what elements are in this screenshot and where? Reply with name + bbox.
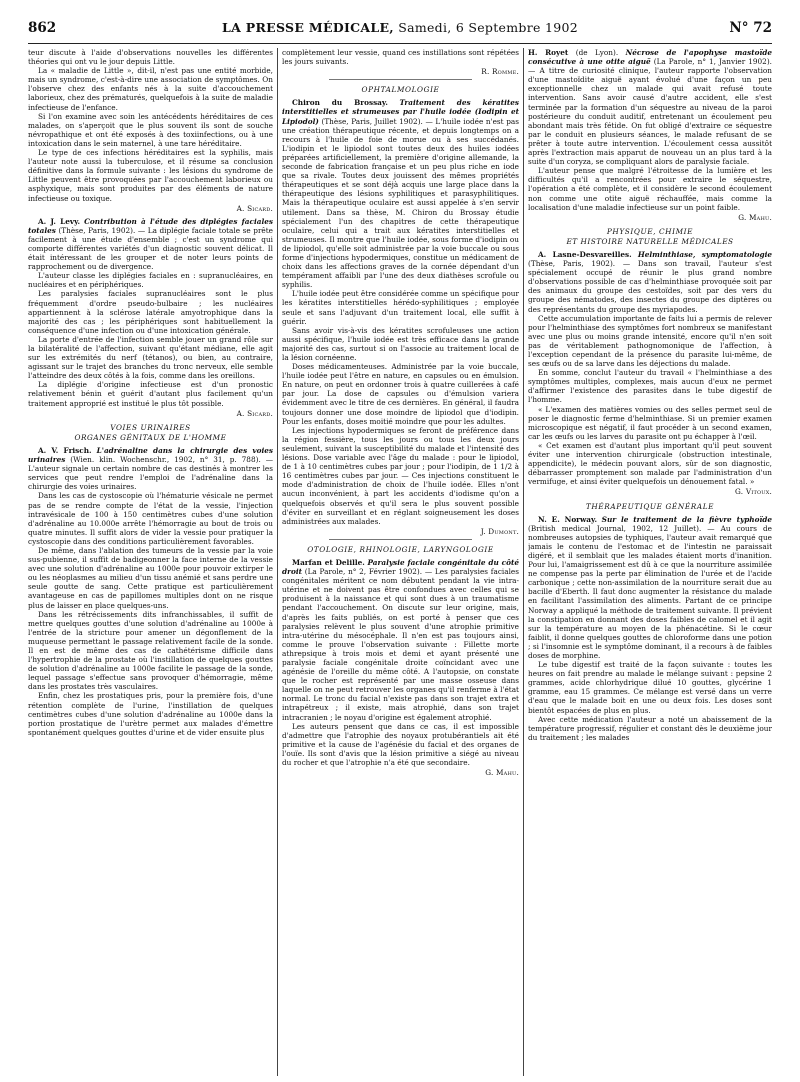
header-rule (28, 43, 772, 44)
paragraph: Dans les cas de cystoscopie où l'hématurie vésicale ne permet pas de se rendre compte de l'état de la vessie, l'injection intravésicale de 100 à 150 centimètres cubes d'une solution d'adrénaline au 10.000e arrête l'hémorragie au bout de trois ou quatre minutes. Il suffit alors de vider la vessie pour pratiquer la cystoscopie dans des conditions particulièrement favorables. (28, 491, 273, 546)
abstract-entry (528, 515, 772, 661)
signature: A. Sicard. (236, 408, 273, 418)
paragraph: complètement leur vessie, quand ces instillations sont répétées les jours suivants. (282, 48, 519, 67)
section-heading: OPHTALMOLOGIE (361, 85, 440, 95)
entry-title: Helminthiase, symptomatologie (637, 249, 772, 259)
abstract-entry (282, 98, 519, 289)
entry-body: (Thèse, Paris, 1902). — Dans son travail, l'auteur s'est spécialement occupé de réunir le plus grand nombre d'observations possible de cas d'helminthiase provoquée soit par des animaux du groupe des cestoïdes, soit par des vers du groupe des nématodes, des insectes du groupe des diptères ou des représentants du groupe des myriapodes. (528, 259, 772, 314)
entry-author: Chiron du Brossay. (292, 98, 388, 108)
entry-author: H. Royet (528, 48, 569, 57)
paragraph: La porte d'entrée de l'infection semble jouer un grand rôle sur la bilatéralité de l'affection, suivant qu'étant médiane, elle agit sur les extrémités du nerf (tétanos), ou bien, au contraire, agissant sur le trajet des branches du tronc nerveux, elle semble l'atteindre des deux côtés à la fois, comme dans les oreillons. (28, 334, 273, 381)
issue-date: Samedi, 6 Septembre 1902 (398, 20, 578, 35)
paragraph: Les auteurs pensent que dans ce cas, il est impossible d'admettre que l'atrophie des noyaux protubérantiels ait été primitive et la cause de l'agénésie du facial et des organes de l'ouïe. Ils sont d'avis que la lésion primitive a siégé au niveau du rocher et que l'atrophie n'a été que secondaire. (282, 721, 519, 768)
page-header (28, 20, 772, 42)
entry-body: (Thèse, Paris, 1902). — La diplégie faciale totale se prête facilement à une étude d'ensemble ; c'est un syndrome qui comporte différentes variétés d'un diagnostic souvent délicat. Il était intéressant de les grouper et de noter leurs points de rapprochement ou de divergence. (28, 225, 273, 272)
entry-title: Contribution à l'étude des diplégies faciales totales (28, 216, 273, 235)
entry-body: (La Parole, n° 2, Février 1902). — Les paralysies faciales congénitales méritent ce nom débutent pendant la vie intra-utérine et ne doivent pas être confondues avec celles qui se produisent à la naissance et qui sont dues à un traumatisme pendant l'accouchement. On discute sur leur origine, mais, d'après les faits publiés, on est porté à penser que ces paralysies relèvent le plus souvent d'une atrophie primitive intra-utérine du mésocéphale. Il n'en est pas toujours ainsi, comme le prouve l'observation suivante : Fillette morte athrepsique à trois mois et demi et ayant présenté une paralysie faciale congénitale droite coïncidant avec une agénésie de l'oreille du même côté. A l'autopsie, on constate que le rocher est représenté par une masse osseuse dans laquelle on ne peut retrouver les organes qu'il renferme à l'état normal. Le tronc du facial n'existe pas dans son trajet extra et intrapétreux ; il existe, mais atrophié, dans son trajet intracranien ; le noyau d'origine est également atrophié. (282, 567, 519, 722)
paragraph: Doses médicamenteuses. Administrée par la voie buccale, l'huile iodée peut l'être en nature, en capsules ou en émulsion. En nature, on peut en ordonner trois à quatre cuillerées à café par jour. La dose de capsules ou d'émulsion variera évidemment avec le titre de ces dernières. En général, il faudra toujours donner une dose moindre de lipiodol que d'iodipin. Pour les enfants, doses moitié moindre que pour les adultes. (282, 362, 519, 426)
journal-title-line (28, 20, 772, 35)
signature: G. Mahu. (738, 212, 772, 222)
section-heading: THÉRAPEUTIQUE GÉNÉRALE (585, 501, 715, 511)
column-middle (282, 48, 519, 1076)
entry-place: (de Lyon). (575, 48, 619, 57)
entry-author: Marfan et Delille. (292, 557, 365, 567)
issue-number: N° 72 (729, 20, 772, 36)
paragraph: L'auteur pense que malgré l'étroitesse de la lumière et les difficultés qu'il a rencontrées pour extraire le séquestre, l'opération a été complète, et il considère le second écoulement non comme une otite aiguë réchauffée, mais comme la localisation d'une maladie infectieuse sur un point faible. (528, 166, 772, 212)
signature: J. Dumont. (480, 526, 519, 536)
section-heading: VOIES URINAIRES (110, 422, 191, 432)
entry-title: Nécrose de l'apophyse mastoïde consécutive à une otite aiguë (528, 48, 772, 67)
entry-author: A. Lasne-Desvareilles. (538, 249, 632, 259)
signature: R. Romme. (481, 67, 519, 77)
paragraph: La « maladie de Little », dit-il, n'est pas une entité morbide, mais un syndrome, c'est-à-dire une association de symptômes. On l'observe chez des enfants nés à la suite d'accouchement laborieux, chez des prématurés, quelquefois à la suite de maladie infectieuse de l'enfance. (28, 66, 273, 112)
signature: G. Mahu. (485, 768, 519, 778)
abstract-entry (28, 217, 273, 272)
paragraph: Si l'on examine avec soin les antécédents héréditaires de ces malades, on s'aperçoit que le plus souvent ils sont de souche névropathique et ont été exposés à des toxiinfections, ou à une intoxication dans le sein maternel, à une tare héréditaire. (28, 111, 273, 148)
section-heading: OTOLOGIE, RHINOLOGIE, LARYNGOLOGIE (307, 544, 494, 554)
paragraph: L'huile iodée peut être considérée comme un spécifique pour les kératites interstitielles hérédo-syphilitiques ; employée seule et sans l'adjuvant d'un traitement local, elle suffit à guérir. (282, 289, 519, 326)
abstract-entry (282, 558, 519, 722)
paragraph: En somme, conclut l'auteur du travail « l'helminthiase a des symptômes multiples, complexes, mais aucun d'eux ne permet d'affirmer l'existence des parasites dans le tube digestif de l'homme. (528, 368, 772, 405)
section-subheading: ET HISTOIRE NATURELLE MÉDICALES (566, 236, 734, 246)
signature: G. Vitoux. (735, 487, 772, 497)
paragraph: Avec cette médication l'auteur a noté un abaissement de la température progressif, régulier et constant dès le deuxième jour du traitement ; les malades (528, 714, 772, 742)
entry-author: N. E. Norway. (538, 514, 597, 524)
column-left (28, 48, 273, 1076)
abstract-entry (28, 446, 273, 491)
paragraph: teur discute à l'aide d'observations nouvelles les différentes théories qui ont vu le jour depuis Little. (28, 48, 273, 67)
signature: A. Sicard. (236, 203, 273, 213)
entry-author: A. V. Frisch. (38, 445, 92, 455)
paragraph: Dans les rétrécissements dits infranchissables, il suffit de mettre quelques gouttes d'une solution d'adrénaline au 1000e à l'entrée de la stricture pour amener un dégonflement de la muqueuse permettant le passage relativement facile de la sonde. Il en est de même des cas de cathétérisme difficile dans l'hypertrophie de la prostate où l'instillation de quelques gouttes de solution d'adrénaline au 1000e facilite le passage de la sonde, lequel passage s'effectue sans provoquer d'hémorragie, même dans les prostates très vasculaires. (28, 609, 273, 692)
paragraph: Le type de ces infections héréditaires est la syphilis, mais l'auteur note aussi la tuberculose, et il résume sa conclusion définitive dans la formule suivante : les lésions du syndrome de Little peuvent être provoquées par l'accouchement laborieux ou asphyxique, mais sont produites par des éléments de nature infectieuse ou toxique. (28, 148, 273, 203)
paragraph: Le tube digestif est traité de la façon suivante : toutes les heures on fait prendre au malade le mélange suivant : pepsine 2 grammes, acide chlorhydrique dilué 10 gouttes, glycérine 1 gramme, eau 15 grammes. Ce mélange est versé dans un verre d'eau que le malade boit en une ou deux fois. Les doses sont bientôt espacées de plus en plus. (528, 660, 772, 715)
paragraph: Sans avoir vis-à-vis des kératites scrofuleuses une action aussi spécifique, l'huile iodée est très efficace dans la grande majorité des cas, surtout si on l'associe au traitement local de la lésion cornéenne. (282, 325, 519, 362)
column-right (528, 48, 772, 1076)
page-number: 862 (28, 20, 57, 36)
entry-body: (British medical Journal, 1902, 12 Juillet). — Au cours de nombreuses autopsies de typhiques, l'auteur avait remarqué que jamais le contenu de l'estomac et de l'intestin ne paraissait digéré, et il semblait que les malades étaient morts d'inanition. Pour lui, l'amaigrissement est dû à ce que la nourriture assimilée ne compense pas la perte par élimination de l'urée et de l'acide carbonique ; cette non-assimilation de la nourriture serait due au bacille d'Eberth. Il faut donc augmenter la résistance du malade en facilitant l'assimilation des aliments. Partant de ce principe Norway a appliqué la méthode de traitement suivante. Il prévient la constipation en donnant des doses faibles de calomel et il agit sur la température au moyen de la phénacétine. Si le cœur faiblit, il donne quelques gouttes de chloroforme dans une potion ; si l'insomnie est le symptôme dominant, il a recours à de faibles doses de morphine. (528, 523, 772, 660)
paragraph: « Cet examen est d'autant plus important qu'il peut souvent éviter une intervention chirurgicale (obstruction intestinale, appendicite), le médecin pouvant alors, sûr de son diagnostic, débarrasser promptement son malade par l'administration d'un vermifuge, et ainsi éviter quelquefois un dénouement fatal. » (528, 440, 772, 487)
section-rule (329, 79, 471, 80)
column-divider (523, 48, 524, 1076)
paragraph: Cette accumulation importante de faits lui a permis de relever pour l'helminthiase des symptômes fort nombreux se manifestant avec une plus ou moins grande intensité, encore qu'il n'en soit pas de véritablement pathognomonique de l'affection, à l'exception cependant de la présence du parasite lui-même, de ses œufs ou de sa larve dans les déjections du malade. (528, 313, 772, 369)
section-subheading: ORGANES GÉNITAUX DE L'HOMME (74, 432, 227, 442)
paragraph: La diplégie d'origine infectieuse est d'un pronostic relativement bénin et guérit d'autant plus facilement qu'un traitement approprié est institué le plus tôt possible. (28, 380, 273, 408)
paragraph: De même, dans l'ablation des tumeurs de la vessie par la voie sus-pubienne, il suffit de badigeonner la face interne de la vessie avec une solution d'adrénaline au 1000e pour pouvoir extirper le ou les néoplasmes au milieu d'un tissu anémié et sans perdre une seule goutte de sang. Cette pratique est particulièrement avantageuse en cas de papillomes multiples dont on ne risque plus de laisser en place quelques-uns. (28, 545, 273, 610)
entry-author: A. J. Levy. (38, 216, 81, 226)
section-rule (329, 539, 471, 540)
entry-title: Sur le traitement de la fièvre typhoïde (601, 514, 772, 524)
entry-title: Paralysie faciale congénitale du côté droit (282, 557, 519, 577)
abstract-entry (528, 48, 772, 166)
entry-body: (Wien. klin. Wochenschr., 1902, n° 31, p. 788). — L'auteur signale un certain nombre de cas destinés à montrer les services que peut rendre l'emploi de l'adrénaline dans la chirurgie des voies urinaires. (28, 455, 273, 492)
entry-title: Traitement des kératites interstitielles et strumeuses par l'huile iodée (Iodipin et Lipiodol) (282, 98, 519, 126)
entry-body: (La Parole, n° 1, Janvier 1902). — A titre de curiosité clinique, l'auteur rapporte l'observation d'une mastoïdite aiguë ayant évolué d'une façon un peu exceptionnelle chez un malade qui avait refusé toute intervention. Sans avoir causé d'autre accident, elle s'est terminée par la formation d'un séquestre au niveau de la paroi postérieure du conduit auditif, entretenant un écoulement peu abondant mais très fétide. On fut obligé d'extraire ce séquestre par le conduit en plusieurs séances, le malade refusant de se prêter à toute autre intervention. L'écoulement cessa aussitôt après l'extraction mais apparut de nouveau un an plus tard à la suite d'un coryza, se compliquant alors de paralysie faciale. (528, 57, 772, 167)
entry-title: L'adrénaline dans la chirurgie des voies urinaires (28, 445, 273, 465)
journal-title: LA PRESSE MÉDICALE, (222, 20, 394, 35)
paragraph: L'auteur classe les diplégies faciales en : supranucléaires, en nucléaires et en périphériques. (28, 271, 273, 290)
section-heading: PHYSIQUE, CHIMIE (606, 226, 694, 236)
abstract-entry (528, 250, 772, 314)
paragraph: Les paralysies faciales supranucléaires sont le plus fréquemment d'ordre pseudo-bulbaire ; les nucléaires appartiennent à la sclérose latérale amyotrophique dans la majorité des cas ; les périphériques sont habituellement la conséquence d'une infection ou d'une intoxication générale. (28, 289, 273, 335)
column-divider (277, 48, 278, 1076)
paragraph: Les injections hypodermiques se feront de préférence dans la région fessière, tous les jours ou tous les deux jours seulement, suivant la susceptibilité du malade et l'intensité des lésions. Dose variable avec l'âge du malade : pour le lipiodol, de 1 à 10 centimètres cubes par jour ; pour l'iodipin, de 1 1/2 à 16 centimètres cubes par jour. — Ces injections constituent le mode d'administration de choix de l'huile iodée. Elles n'ont aucun inconvénient, à part les accidents d'iodisme qu'on a quelquefois observés et qu'il sera le plus souvent possible d'éviter en surveillant et en réglant soigneusement les doses administrées aux malades. (282, 425, 519, 526)
entry-body: (Thèse, Paris, Juillet 1902). — L'huile iodée n'est pas une création thérapeutique récente, et depuis longtemps on a recours à l'huile de foie de morue ou à ses succédanés. L'iodipin et le lipiodol sont toutes deux des huiles iodées préparées artificiellement, la première d'origine allemande, la seconde de fabrication française et un peu plus riche en iode que sa rivale. Toutes deux jouissent des mêmes propriétés thérapeutiques et se sont déjà acquis une large place dans la thérapeutique des lésions syphilitiques et parasyphilitiques. Mais la thérapeutique oculaire est aussi appelée à s'en servir utilement. Dans sa thèse, M. Chiron du Brossay étudie spécialement l'un des chapitres de cette thérapeutique oculaire, celui qui a trait aux kératites interstitielles et strumeuses. Il montre que l'huile iodée, sous forme d'iodipin ou de lipiodol, qu'elle soit administrée par la voie buccale ou sous forme d'injections hypodermiques, constitue un médicament de choix dans les affections graves de la cornée dépendant d'un tempérament affaibli par l'une des deux diathèses scrofule ou syphilis. (282, 116, 519, 290)
paragraph: Enfin, chez les prostatiques pris, pour la première fois, d'une rétention complète de l'urine, l'instillation de quelques centimètres cubes d'une solution d'adrénaline au 1000e dans la portion prostatique de l'urètre permet aux malades d'émettre spontanément quelques gouttes d'urine et de vider ensuite plus (28, 691, 273, 737)
paragraph: « L'examen des matières vomies ou des selles permet seul de poser le diagnostic ferme d'helminthiase. Si un premier examen microscopique est négatif, il faut procéder à un second examen, car les œufs ou les larves du parasite ont pu échapper à l'œil. (528, 404, 772, 441)
